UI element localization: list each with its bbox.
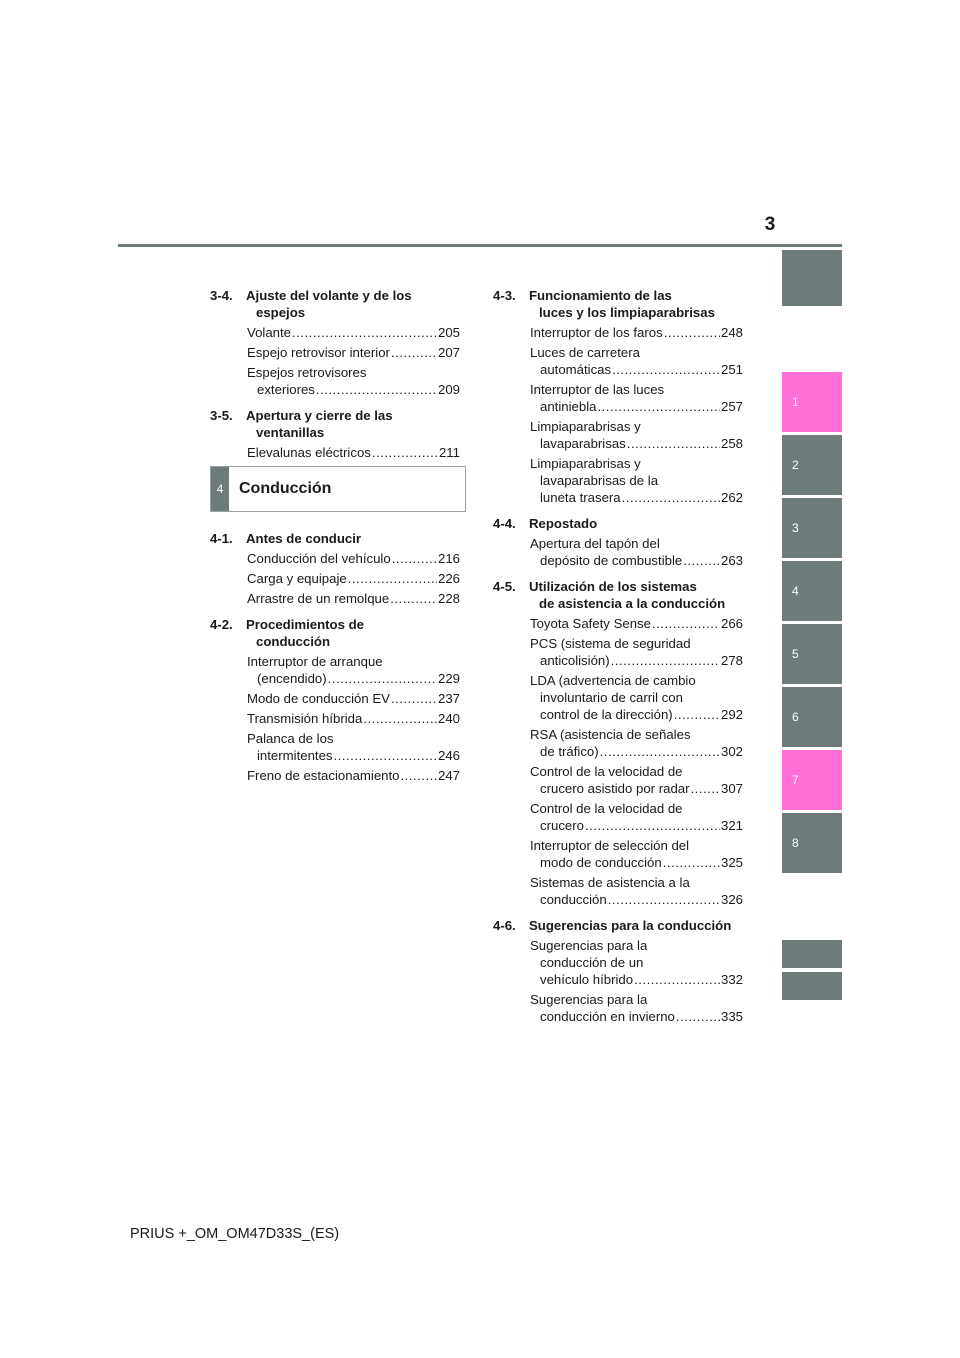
toc-entry-line <box>530 689 743 706</box>
dot-leader <box>634 971 720 988</box>
toc-entry-line <box>247 550 460 567</box>
page-reference: 205 <box>437 325 460 340</box>
section-number: 4-5. <box>493 579 516 594</box>
page-reference: 251 <box>720 362 743 377</box>
toc-entry[interactable] <box>530 837 743 871</box>
section-title-line: Sugerencias para la conducción <box>529 918 732 933</box>
toc-entry[interactable] <box>247 444 460 461</box>
chapter-heading <box>210 466 466 512</box>
section-number: 3-4. <box>210 288 233 303</box>
page-reference: 326 <box>720 892 743 907</box>
toc-entry-line <box>530 472 743 489</box>
document-code: PRIUS +_OM_OM47D33S_(ES) <box>130 1226 340 1242</box>
header-rule <box>118 244 842 247</box>
section-heading <box>493 515 743 532</box>
toc-entry-text: intermitentes <box>257 748 333 763</box>
toc-entry[interactable] <box>530 763 743 797</box>
toc-entry-line <box>530 780 743 797</box>
page-reference: 332 <box>720 972 743 987</box>
toc-entry-text: Interruptor de selección del <box>530 838 690 853</box>
toc-entry-text: lavaparabrisas de la <box>540 473 659 488</box>
toc-entry[interactable] <box>247 730 460 764</box>
toc-entry-line <box>530 954 743 971</box>
section-title-line: Utilización de los sistemas <box>529 579 697 594</box>
toc-entry-text: LDA (advertencia de cambio <box>530 673 696 688</box>
toc-entry-text: depósito de combustible <box>540 553 683 568</box>
toc-entry[interactable] <box>247 590 460 607</box>
page-reference: 207 <box>437 345 460 360</box>
chapter-tab-3 <box>782 498 842 558</box>
section-gap <box>493 1028 743 1034</box>
section-title <box>529 917 743 934</box>
section-gap <box>210 787 460 793</box>
toc-entry-text: Conducción del vehículo <box>247 551 391 566</box>
section-title <box>529 578 743 612</box>
dot-leader <box>627 435 720 452</box>
dot-leader <box>683 552 720 569</box>
toc-entry-line <box>530 743 743 760</box>
section-heading <box>210 616 460 650</box>
toc-entry-text: Control de la velocidad de <box>530 764 683 779</box>
page-reference: 209 <box>437 382 460 397</box>
toc-entry-line <box>247 767 460 784</box>
toc-entry-line <box>247 570 460 587</box>
toc-entry-text: PCS (sistema de seguridad <box>530 636 691 651</box>
dot-leader <box>348 570 437 587</box>
page-reference: 266 <box>720 616 743 631</box>
chapter-tab-label: 1 <box>792 395 799 409</box>
chapter-tab-6 <box>782 687 842 747</box>
chapter-tab-7 <box>782 750 842 810</box>
toc-entry-line <box>530 726 743 743</box>
toc-entry-line <box>247 670 460 687</box>
chapter-title: Conducción <box>239 480 332 497</box>
dot-leader <box>652 615 720 632</box>
toc-entry-line <box>530 763 743 780</box>
page-reference: 248 <box>720 325 743 340</box>
page-reference: 216 <box>437 551 460 566</box>
toc-entry-line <box>247 710 460 727</box>
toc-entry-line <box>247 364 460 381</box>
dot-leader <box>363 710 437 727</box>
toc-entry-text: Espejos retrovisores <box>247 365 367 380</box>
toc-entry-line <box>247 653 460 670</box>
toc-entry-text: Freno de estacionamiento <box>247 768 400 783</box>
toc-entry-line <box>530 971 743 988</box>
chapter-tab-blank <box>782 972 842 1000</box>
section-title <box>246 530 460 547</box>
toc-entry-text: Espejo retrovisor interior <box>247 345 390 360</box>
toc-entry-line <box>530 991 743 1008</box>
toc-entry-text: Elevalunas eléctricos <box>247 445 371 460</box>
toc-entry-line <box>530 455 743 472</box>
section-number: 4-1. <box>210 531 233 546</box>
toc-entry-text: Modo de conducción EV <box>247 691 390 706</box>
dot-leader <box>600 743 720 760</box>
dot-leader <box>328 670 437 687</box>
toc-entry-line <box>530 672 743 689</box>
page-reference: 211 <box>438 445 460 460</box>
toc-entry-text: Limpiaparabrisas y <box>530 419 641 434</box>
toc-entry-text: Arrastre de un remolque <box>247 591 390 606</box>
dot-leader <box>611 652 720 669</box>
section-title <box>246 407 460 441</box>
page-reference: 237 <box>437 691 460 706</box>
dot-leader <box>585 817 720 834</box>
toc-entry-text: Sistemas de asistencia a la <box>530 875 690 890</box>
dot-leader <box>608 891 720 908</box>
toc-entry-text: Limpiaparabrisas y <box>530 456 641 471</box>
toc-entry-line <box>530 800 743 817</box>
toc-entry-text: de tráfico) <box>540 744 599 759</box>
toc-entry-line <box>530 891 743 908</box>
page-reference: 263 <box>720 553 743 568</box>
toc-entry[interactable] <box>247 690 460 707</box>
toc-entry[interactable] <box>530 615 743 632</box>
toc-entry[interactable] <box>247 324 460 341</box>
section-number: 4-6. <box>493 918 516 933</box>
toc-entry[interactable] <box>530 800 743 834</box>
toc-entry[interactable] <box>530 381 743 415</box>
toc-entry[interactable] <box>247 344 460 361</box>
toc-entry-line <box>530 361 743 378</box>
section-title-line: Funcionamiento de las <box>529 288 672 303</box>
toc-entry-line <box>530 635 743 652</box>
toc-entry[interactable] <box>530 991 743 1025</box>
toc-entry-line <box>247 324 460 341</box>
dot-leader <box>334 747 437 764</box>
page-reference: 307 <box>720 781 743 796</box>
toc-entry-line <box>530 937 743 954</box>
toc-entry-line <box>530 418 743 435</box>
toc-entry-text: automáticas <box>540 362 612 377</box>
toc-left-top <box>210 287 460 470</box>
toc-entry[interactable] <box>530 937 743 988</box>
dot-leader <box>391 344 437 361</box>
chapter-tab-blank <box>782 940 842 968</box>
page-reference: 246 <box>437 748 460 763</box>
toc-entry-line <box>530 615 743 632</box>
toc-entry-line <box>247 747 460 764</box>
section-heading <box>210 287 460 321</box>
toc-entry-text: Interruptor de arranque <box>247 654 383 669</box>
chapter-tab-label: 2 <box>792 458 799 472</box>
dot-leader <box>622 489 720 506</box>
toc-entry-line <box>530 817 743 834</box>
dot-leader <box>691 780 720 797</box>
dot-leader <box>674 706 720 723</box>
dot-leader <box>372 444 438 461</box>
page-number: 3 <box>764 214 776 235</box>
dot-leader <box>390 590 437 607</box>
toc-entry-line <box>530 706 743 723</box>
toc-entry-text: Sugerencias para la <box>530 992 648 1007</box>
chapter-tab-5 <box>782 624 842 684</box>
page-reference: 226 <box>437 571 460 586</box>
toc-entry-line <box>530 398 743 415</box>
section-heading <box>493 917 743 934</box>
section-title-line: Antes de conducir <box>246 531 362 546</box>
chapter-number: 4 <box>211 467 229 511</box>
toc-left-bottom <box>210 530 460 793</box>
section-title-line: Ajuste del volante y de los <box>246 288 412 303</box>
toc-entry-text: RSA (asistencia de señales <box>530 727 691 742</box>
dot-leader <box>392 550 437 567</box>
toc-entry-line <box>247 344 460 361</box>
page-reference: 325 <box>720 855 743 870</box>
toc-entry-text: Transmisión híbrida <box>247 711 363 726</box>
toc-right <box>493 287 743 1034</box>
toc-entry[interactable] <box>247 570 460 587</box>
dot-leader <box>400 767 437 784</box>
toc-entry-line <box>247 381 460 398</box>
toc-entry-text: crucero <box>540 818 584 833</box>
section-number: 4-4. <box>493 516 516 531</box>
toc-entry-text: Palanca de los <box>247 731 334 746</box>
toc-entry-text: Interruptor de las luces <box>530 382 665 397</box>
page-reference: 240 <box>437 711 460 726</box>
section-title-line: de asistencia a la conducción <box>539 596 726 611</box>
toc-entry-text: Luces de carretera <box>530 345 640 360</box>
chapter-tab-label: 3 <box>792 521 799 535</box>
section-title-line: Procedimientos de <box>246 617 364 632</box>
toc-entry[interactable] <box>247 767 460 784</box>
section-heading <box>210 530 460 547</box>
toc-entry-text: control de la dirección) <box>540 707 673 722</box>
toc-entry-line <box>530 652 743 669</box>
toc-entry[interactable] <box>530 418 743 452</box>
section-title-line: conducción <box>256 634 330 649</box>
dot-leader <box>597 398 720 415</box>
toc-entry-line <box>530 535 743 552</box>
toc-entry-text: exteriores <box>257 382 315 397</box>
toc-entry-text: antiniebla <box>540 399 597 414</box>
toc-entry-text: (encendido) <box>257 671 327 686</box>
chapter-tab-label: 5 <box>792 647 799 661</box>
toc-entry-line <box>247 730 460 747</box>
toc-entry-line <box>530 1008 743 1025</box>
toc-entry-line <box>530 874 743 891</box>
dot-leader <box>663 854 720 871</box>
toc-entry[interactable] <box>530 635 743 669</box>
section-title <box>529 515 743 532</box>
toc-entry-text: Volante <box>247 325 291 340</box>
page-reference: 302 <box>720 744 743 759</box>
chapter-tab-label: 8 <box>792 836 799 850</box>
toc-entry-text: Carga y equipaje <box>247 571 347 586</box>
toc-entry[interactable] <box>247 710 460 727</box>
page-reference: 228 <box>437 591 460 606</box>
toc-entry-text: crucero asistido por radar <box>540 781 690 796</box>
toc-entry-line <box>530 381 743 398</box>
toc-entry-line <box>247 690 460 707</box>
dot-leader <box>292 324 437 341</box>
page-reference: 257 <box>720 399 743 414</box>
toc-entry[interactable] <box>247 550 460 567</box>
toc-entry-text: vehículo híbrido <box>540 972 634 987</box>
page-reference: 278 <box>720 653 743 668</box>
toc-entry-text: Toyota Safety Sense <box>530 616 651 631</box>
toc-entry-line <box>247 444 460 461</box>
page-reference: 247 <box>437 768 460 783</box>
page-reference: 229 <box>437 671 460 686</box>
toc-entry-text: Sugerencias para la <box>530 938 648 953</box>
section-title-line: espejos <box>256 305 306 320</box>
section-title-line: ventanillas <box>256 425 325 440</box>
toc-entry-line <box>247 590 460 607</box>
section-heading <box>210 407 460 441</box>
toc-entry-text: conducción de un <box>540 955 644 970</box>
toc-entry-line <box>530 552 743 569</box>
toc-entry[interactable] <box>530 874 743 908</box>
toc-entry[interactable] <box>530 455 743 506</box>
page-reference: 292 <box>720 707 743 722</box>
dot-leader <box>676 1008 720 1025</box>
dot-leader <box>391 690 437 707</box>
toc-entry-line <box>530 435 743 452</box>
toc-entry-text: Control de la velocidad de <box>530 801 683 816</box>
section-heading <box>493 578 743 612</box>
section-number: 4-2. <box>210 617 233 632</box>
dot-leader <box>612 361 720 378</box>
chapter-tab-1 <box>782 372 842 432</box>
dot-leader <box>664 324 720 341</box>
toc-entry[interactable] <box>530 344 743 378</box>
section-number: 4-3. <box>493 288 516 303</box>
toc-entry-text: Apertura del tapón del <box>530 536 660 551</box>
dot-leader <box>316 381 437 398</box>
toc-entry-text: conducción en invierno <box>540 1009 675 1024</box>
section-title-line: luces y los limpiaparabrisas <box>539 305 715 320</box>
toc-entry-line <box>530 324 743 341</box>
toc-entry-text: modo de conducción <box>540 855 662 870</box>
toc-entry-text: luneta trasera <box>540 490 621 505</box>
section-title <box>529 287 743 321</box>
toc-entry-text: conducción <box>540 892 607 907</box>
toc-entry-text: involuntario de carril con <box>540 690 683 705</box>
toc-entry-text: anticolisión) <box>540 653 610 668</box>
chapter-tab-label: 7 <box>792 773 799 787</box>
toc-entry[interactable] <box>530 324 743 341</box>
chapter-tab-label: 6 <box>792 710 799 724</box>
chapter-tab-label: 4 <box>792 584 799 598</box>
section-heading <box>493 287 743 321</box>
section-title-line: Repostado <box>529 516 598 531</box>
section-title <box>246 616 460 650</box>
toc-entry-text: lavaparabrisas <box>540 436 626 451</box>
chapter-tab-blank <box>782 250 842 306</box>
page-reference: 262 <box>720 490 743 505</box>
toc-entry[interactable] <box>530 672 743 723</box>
toc-entry[interactable] <box>247 364 460 398</box>
chapter-tab-4 <box>782 561 842 621</box>
page-reference: 335 <box>720 1009 743 1024</box>
page-reference: 321 <box>720 818 743 833</box>
toc-entry-line <box>530 837 743 854</box>
chapter-tab-8 <box>782 813 842 873</box>
section-title <box>246 287 460 321</box>
section-number: 3-5. <box>210 408 233 423</box>
toc-entry[interactable] <box>530 535 743 569</box>
toc-entry[interactable] <box>247 653 460 687</box>
chapter-tab-2 <box>782 435 842 495</box>
toc-entry[interactable] <box>530 726 743 760</box>
toc-entry-line <box>530 854 743 871</box>
toc-entry-line <box>530 489 743 506</box>
page-reference: 258 <box>720 436 743 451</box>
section-title-line: Apertura y cierre de las <box>246 408 393 423</box>
toc-entry-text: Interruptor de los faros <box>530 325 663 340</box>
toc-entry-line <box>530 344 743 361</box>
